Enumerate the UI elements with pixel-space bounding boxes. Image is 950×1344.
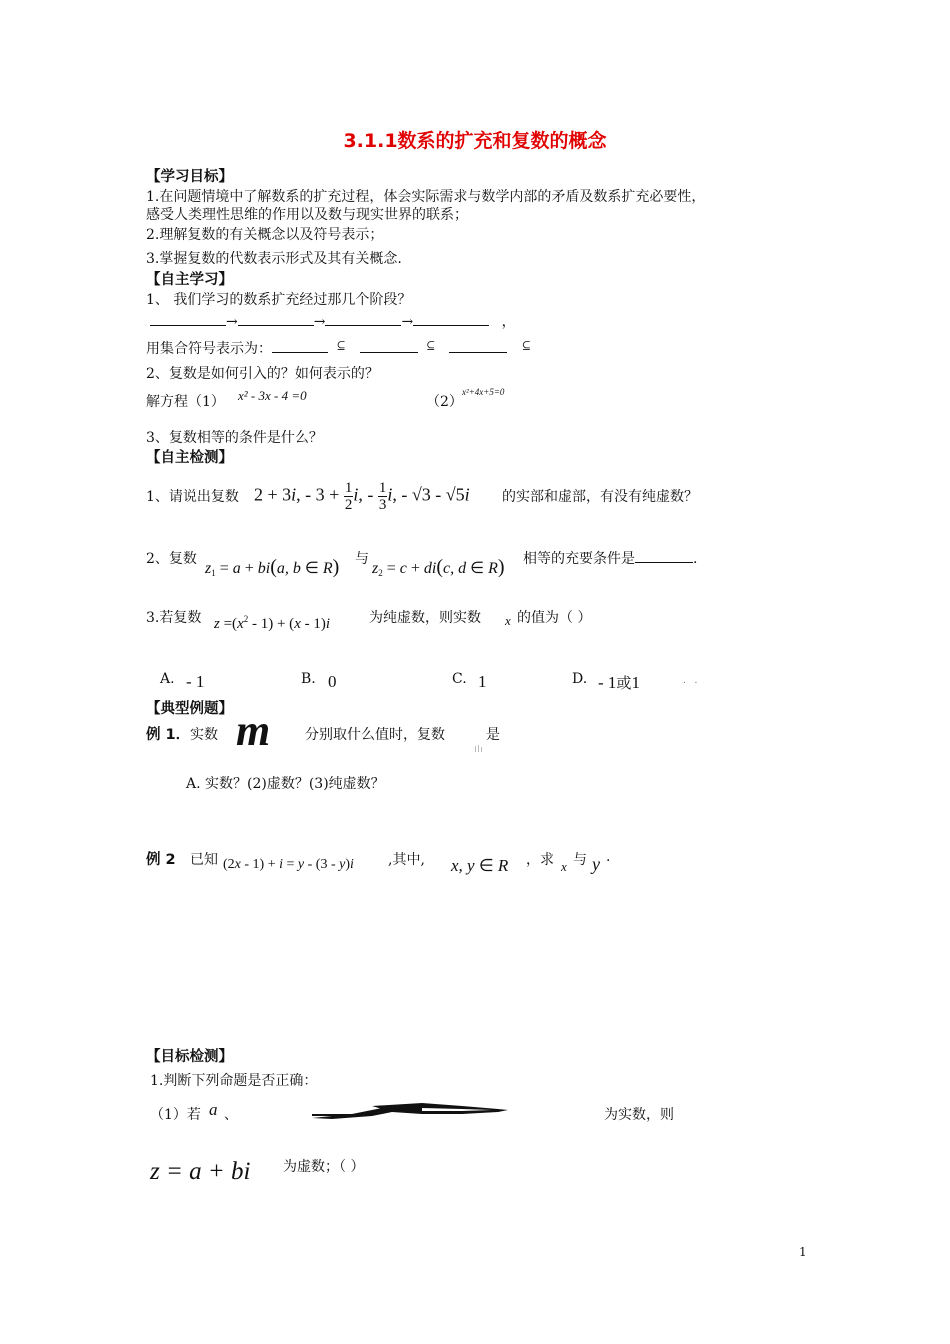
variable-x: x <box>505 613 511 628</box>
example-2-text-a: 已知 <box>190 852 218 868</box>
subset-symbol: ⊆ <box>336 339 346 352</box>
answer-blank[interactable] <box>635 550 693 563</box>
answer-blank[interactable] <box>413 313 489 326</box>
target-check-q1: 1.判断下列命题是否正确： <box>150 1073 318 1089</box>
corrupted-formula-image <box>312 1100 508 1120</box>
section-heading-self-check: 【自主检测】 <box>146 450 233 466</box>
solve-label: 解方程（1） <box>146 394 225 410</box>
arrow: → <box>226 314 238 330</box>
section-heading-target-check: 【目标检测】 <box>146 1049 233 1065</box>
comma: ， <box>501 314 516 330</box>
example-2-text-b: ,其中, <box>388 852 425 868</box>
answer-blank[interactable] <box>449 340 507 353</box>
example-1-subquestions: A. 实数？(2)虚数？(3)纯虚数？ <box>186 776 385 792</box>
complex-z1: $z_1 = a + bi(a$, b ∈ R) <box>205 556 340 578</box>
arrow: → <box>401 314 414 330</box>
option-d-value: - 1或1 <box>598 673 640 692</box>
page-number: 1 <box>799 1245 807 1259</box>
self-check-q3-mid: 为纯虚数，则实数 <box>369 610 481 626</box>
answer-blank[interactable] <box>360 340 418 353</box>
goal-2: 2.理解复数的有关概念以及符号表示； <box>146 227 384 243</box>
page-title: 3.1.1数系的扩充和复数的概念 <box>343 130 607 152</box>
goal-3: 3.掌握复数的代数表示形式及其有关概念. <box>146 251 402 267</box>
number-system-chain <box>150 311 516 331</box>
goal-1-line-1: 1.在问题情境中了解数系的扩充过程，体会实际需求与数学内部的矛盾及数系扩充必要性， <box>146 189 706 205</box>
self-study-q3: 3、复数相等的条件是什么？ <box>146 430 323 446</box>
set-notation-row <box>146 338 531 358</box>
example-1-text-c: 是 <box>486 727 500 743</box>
equation-2-label: （2） <box>426 394 463 410</box>
complex-number-list: 2 + 3i, - 3 + $\frac{1}{2}$ i, - $\frac{1}{3}$ i, - √3 - √5i <box>254 480 470 513</box>
example-2-text-d: 与 <box>573 852 587 868</box>
example-2-condition: x, y ∈ R <box>451 856 509 875</box>
answer-blank[interactable] <box>238 313 314 326</box>
variable-a: a <box>209 1100 218 1119</box>
complex-z-expression: $z =(x^2 - 1) + (x - 1)i$ <box>214 614 331 632</box>
section-heading-examples: 【典型例题】 <box>146 701 233 717</box>
answer-blank[interactable] <box>325 313 401 326</box>
target-check-p1-end: 为虚数；（ ） <box>283 1159 365 1175</box>
example-1-label: 例 1． <box>146 727 191 743</box>
option-d-label: D. <box>572 671 588 687</box>
goal-1-line-2: 感受人类理性思维的作用以及数与现实世界的联系； <box>146 207 468 223</box>
self-study-q2: 2、复数是如何引入的？如何表示的？ <box>146 366 379 382</box>
example-1-text-b: 分别取什么值时，复数 <box>305 727 445 743</box>
variable-y: y <box>592 854 600 874</box>
self-check-q3-prefix: 3.若复数 <box>146 610 202 626</box>
self-check-q2-suffix: 相等的充要条件是 . <box>523 551 698 567</box>
self-study-q1: 1、 我们学习的数系扩充经过那几个阶段？ <box>146 292 412 308</box>
example-2-equation: (2x - 1) + i = y - (3 - y)i <box>223 857 354 872</box>
decoration-dots: . . <box>683 676 698 686</box>
self-check-q1-prefix: 1、请说出复数 <box>146 489 239 505</box>
z-equals-a-plus-bi: z = a + bi <box>150 1158 251 1185</box>
option-c-label: C. <box>452 671 467 687</box>
example-2-text-c: ，求 <box>526 852 554 868</box>
faint-formula-image <box>474 738 484 748</box>
equation-1: x² - 3x - 4 =0 <box>238 388 307 403</box>
subset-symbol: ⊆ <box>426 339 436 352</box>
option-a-label: A. <box>160 671 175 687</box>
answer-blank[interactable] <box>150 313 226 326</box>
example-2-end: . <box>606 849 611 865</box>
self-check-q1-suffix: 的实部和虚部，有没有纯虚数？ <box>502 489 698 505</box>
complex-z2: $z_2 = c + di(c$, d ∈ R) <box>372 556 505 578</box>
answer-blank[interactable] <box>272 340 328 353</box>
example-2-label: 例 2 <box>146 852 176 868</box>
target-check-p1-prefix: （1）若 <box>150 1107 201 1123</box>
option-c-value: 1 <box>478 672 487 691</box>
arrow: → <box>313 314 326 330</box>
equation-2: x²+4x+5=0 <box>462 387 505 397</box>
variable-x: x <box>561 859 567 874</box>
set-label: 用集合符号表示为： <box>146 341 272 357</box>
section-heading-goals: 【学习目标】 <box>146 169 233 185</box>
target-check-p1-sep: 、 <box>224 1107 238 1123</box>
target-check-p1-suffix: 为实数，则 <box>604 1107 674 1123</box>
example-1-text-a: 实数 <box>190 727 218 743</box>
option-b-label: B. <box>301 671 316 687</box>
self-check-q3-suffix: 的值为（ ） <box>517 610 592 626</box>
option-b-value: 0 <box>328 672 337 691</box>
section-heading-self-study: 【自主学习】 <box>146 272 233 288</box>
self-check-q2-prefix: 2、复数 <box>146 551 197 567</box>
variable-m: m <box>236 706 271 755</box>
self-check-q2-mid: 与 <box>355 551 369 567</box>
option-a-value: - 1 <box>186 672 205 691</box>
subset-symbol: ⊆ <box>521 339 532 352</box>
